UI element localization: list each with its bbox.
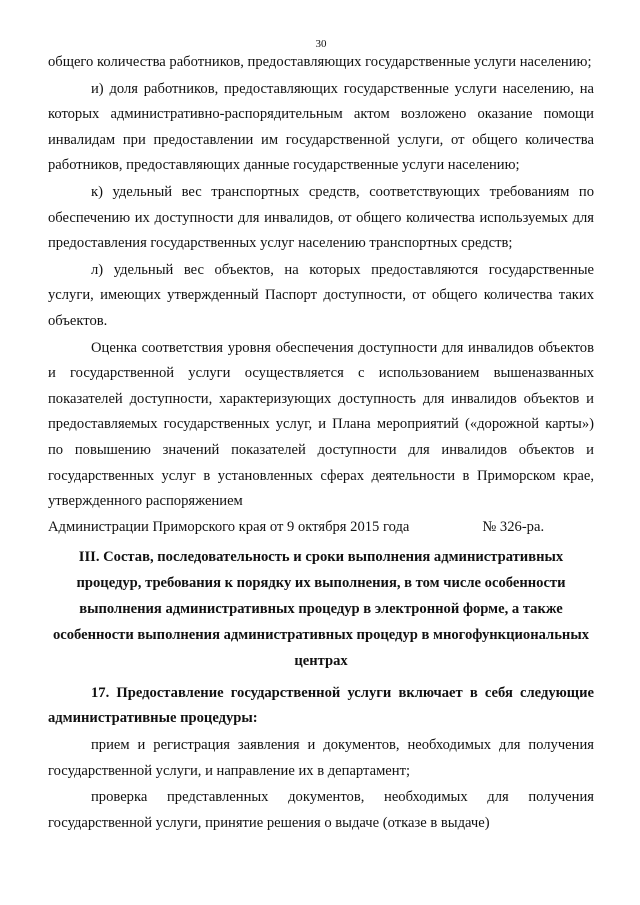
paragraph-assessment: Оценка соответствия уровня обеспечения доступности для инвалидов объектов и государственной услуги осуществляется с использованием вышеназванных показателей доступности, характеризующих доступность для инвалидов объектов и предоставляемых государственных услуг, и Плана мероприятий («дорожной карты») по повышению значений показателей доступности для инвалидов объектов и государственных услуг в установленных сферах деятельности в Приморском крае, утвержденного распоряжением [48, 339, 594, 510]
document-page [48, 0, 594, 905]
page-content [48, 50, 594, 836]
procedure-verification: проверка представленных документов, необходимых для получения государственной услуги, принятие решения о выдаче (отказе в выдаче) [48, 789, 594, 831]
paragraph-item-k: к) удельный вес транспортных средств, соответствующих требованиям по обеспечению их доступности для инвалидов, от общего количества используемых для предоставления государственных услуг населению транспортных средств; [48, 183, 594, 252]
page-number: 30 [315, 38, 327, 50]
paragraph-item-l: л) удельный вес объектов, на которых предоставляются государственные услуги, имеющих утвержденный Паспорт доступности, от общего количества таких объектов. [48, 261, 594, 329]
paragraph-continued: общего количества работников, предоставляющих государственные услуги населению; [48, 54, 592, 70]
paragraph-item-i: и) доля работников, предоставляющих государственные услуги населению, на которых административно-распорядительным актом возложено оказание помощи инвалидам при предоставлении им государственной услуги, от общего количества работников, предоставляющих данные государственные услуги населению; [48, 80, 594, 174]
section-heading: III. Состав, последовательность и сроки выполнения административных процедур, требования к порядку их выполнения, в том числе особенности выполнения административных процедур в электронной форме, а также особенности выполнения административных процедур в многофункциональных центрах [52, 549, 590, 669]
paragraph-assessment-last-line: Администрации Приморского края от 9 октября 2015 года № 326-ра. [48, 518, 545, 535]
item-17-heading: 17. Предоставление государственной услуги включает в себя следующие административные процедуры: [48, 684, 594, 727]
procedure-reception: прием и регистрация заявления и документов, необходимых для получения государственной услуги, и направление их в департамент; [48, 737, 594, 779]
